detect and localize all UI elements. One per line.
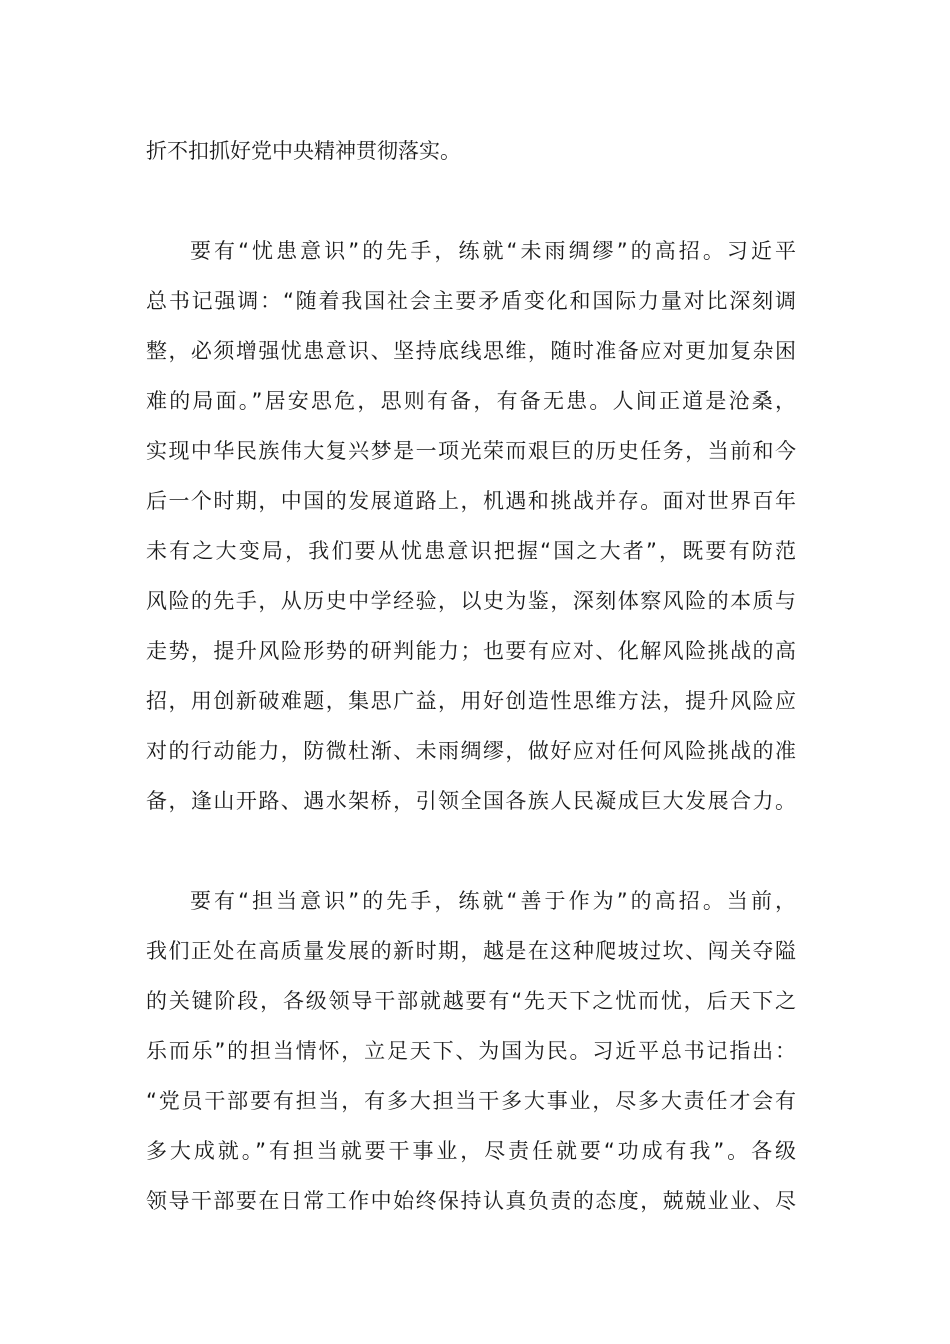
text-line-1: 折不扣抓好党中央精神贯彻落实。: [146, 139, 461, 163]
text-line-12: 对的行动能力，防微杜渐、未雨绸缪，做好应对任何风险挑战的准: [146, 739, 796, 763]
text-line-5: 难的局面。”居安思危，思则有备，有备无患。人间正道是沧桑，: [146, 389, 796, 413]
text-line-17: 乐而乐”的担当情怀，立足天下、为国为民。习近平总书记指出：: [146, 1039, 796, 1063]
text-line-10: 走势，提升风险形势的研判能力；也要有应对、化解风险挑战的高: [146, 639, 796, 663]
text-line-6: 实现中华民族伟大复兴梦是一项光荣而艰巨的历史任务，当前和今: [146, 439, 796, 463]
text-line-11: 招，用创新破难题，集思广益，用好创造性思维方法，提升风险应: [146, 689, 796, 713]
text-line-18: “党员干部要有担当，有多大担当干多大事业，尽多大责任才会有: [146, 1089, 796, 1113]
text-line-15: 我们正处在高质量发展的新时期，越是在这种爬坡过坎、闯关夺隘: [146, 939, 796, 963]
text-line-20: 领导干部要在日常工作中始终保持认真负责的态度，兢兢业业、尽: [146, 1189, 796, 1213]
text-line-2: 要有“忧患意识”的先手，练就“未雨绸缪”的高招。习近平: [190, 239, 796, 263]
text-line-16: 的关键阶段，各级领导干部就越要有“先天下之忧而忧，后天下之: [146, 989, 796, 1013]
text-line-19: 多大成就。”有担当就要干事业，尽责任就要“功成有我”。各级: [146, 1139, 796, 1163]
text-line-7: 后一个时期，中国的发展道路上，机遇和挑战并存。面对世界百年: [146, 489, 796, 513]
text-line-14: 要有“担当意识”的先手，练就“善于作为”的高招。当前，: [190, 889, 796, 913]
text-line-4: 整，必须增强忧患意识、坚持底线思维，随时准备应对更加复杂困: [146, 339, 796, 363]
text-line-3: 总书记强调：“随着我国社会主要矛盾变化和国际力量对比深刻调: [146, 289, 796, 313]
text-line-9: 风险的先手，从历史中学经验，以史为鉴，深刻体察风险的本质与: [146, 589, 796, 613]
text-line-8: 未有之大变局，我们要从忧患意识把握“国之大者”，既要有防范: [146, 539, 796, 563]
text-line-13: 备，逢山开路、遇水架桥，引领全国各族人民凝成巨大发展合力。: [146, 789, 796, 813]
